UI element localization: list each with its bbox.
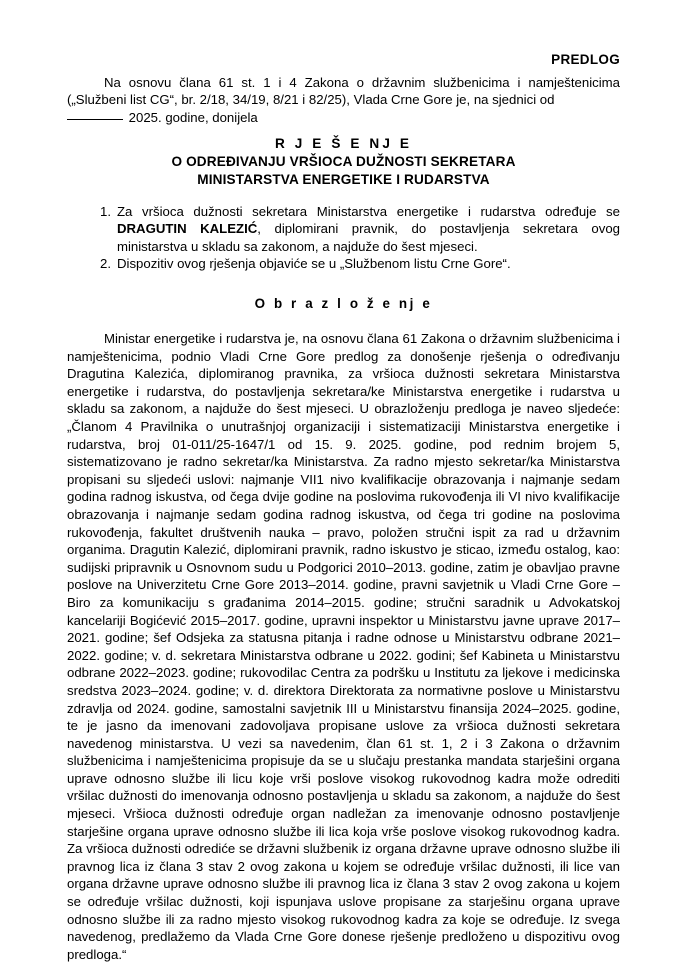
explanation-body: Ministar energetike i rudarstva je, na osnovu člana 61 Zakona o državnim službenicima i namještenicima, podnio Vladi Crne Gore predlog za donošenje rješenja o određivanju Dragutina Kalezića, diplomiranog pravnika, za vršioca dužnosti sekretara Ministarstva energetike i rudarstva, do postavljenja sekretara/ke Ministarstva energetike i rudarstva u skladu sa zakonom, a najduže do šest mjeseci. U obrazloženju predloga je naveo sljedeće: „Članom 4 Pravilnika o unutrašnjoj organizaciji i sistematizaciji Ministarstva energetike i rudarstva, broj 01-011/25-1647/1 od 15. 9. 2025. godine, pod rednim brojem 5, sistematizovano je radno sekretar/ka Ministarstva. Za radno mjesto sekretar/ka Ministarstva propisani su sljedeći uslovi: najmanje VII1 nivo kvalifikacije obrazovanja i najmanje sedam godina radnog iskustva, od čega dvije godine na poslovima rukovođenja ili VI nivo kvalifikacije obrazovanja i najmanje sedam godina radnog iskustva, od čega tri godine na poslovima rukovođenja, fakultet društvenih nauka – pravo, položen stručni ispit za rad u državnim organima. Dragutin Kalezić, diplomirani pravnik, radno iskustvo je sticao, između ostalog, kao: sudijski pripravnik u Osnovnom sudu u Podgorici 2010–2013. godine, zatim je obavljao pravne poslove na Univerzitetu Crne Gore 2013–2014. godine, pravni savjetnik u Vladi Crne Gore – Biro za komunikaciju s građanima 2014–2015. godine; stručni saradnik u Advokatskoj kancelariji Bogićević 2015–2017. godine, upravni inspektor u Ministarstvu javne uprave 2017–2021. godine; šef Odsjeka za statusna pitanja i radne odnose u Ministarstvu odbrane 2021–2022. godine; v. d. sekretara Ministarstva odbrane u 2022. godini; šef Kabineta u Ministarstvu odbrane 2022–2023. godine; rukovodilac Centra za podršku u Institutu za ljekove i medicinska sredstva 2023–2024. godine; v. d. direktora Direktorata za normativne poslove u Ministarstvu zdravlja od 2024. godine, samostalni savjetnik III u Ministarstvu finansija 2024–2025. godine, te je jasno da imenovani zadovoljava propisane uslove za vršioca dužnosti sekretara navedenog ministarstva. U vezi sa navedenim, član 61 st. 1, 2 i 3 Zakona o državnim službenicima i namještenicima propisuje da se u slučaju prestanka mandata starješini organa uprave odnosno službe ili licu koje vrši poslove visokog rukovodnog kadra može odrediti vršilac dužnosti do imenovanja odnosno postavljenja u skladu sa zakonom, a najduže do šest mjeseci. Vršioca dužnosti određuje organ nadležan za imenovanje odnosno postavljenje starješine organa uprave odnosno službe ili lica koja vrše poslove visokog rukovodnog kadra. Za vršioca dužnosti odrediće se državni službenik iz organa državne uprave odnosno službe ili pravnog lica iz člana 3 stav 2 ovog zakona u kojem se određuje vršilac dužnosti, ili lice van organa državne uprave odnosno službe ili pravnog lica iz člana 3 stav 2 ovog zakona u kojem se određuje vršilac dužnosti, koji ispunjava uslove propisane za starješinu organa uprave odnosno službe ili za radno mjesto visokog rukovodnog kadra za koje se određuje. Iz svega navedenog, predlažemo da Vlada Crne Gore donese rješenje predloženo u dispozitivu ovog predloga.“ xyxy=(67,331,620,962)
intro-text-before-blank: Na osnovu člana 61 st. 1 i 4 Zakona o državnim službenicima i namještenicima („Službeni list CG“, br. 2/18, 34/19, 8/21 i 82/25), Vlada Crne Gore je, na sjednici od xyxy=(67,74,620,108)
item-1-text-before-name: Za vršioca dužnosti sekretara Ministarstva energetike i rudarstva određuje se xyxy=(117,203,620,219)
document-subtitle-line-1: O ODREĐIVANJU VRŠIOCA DUŽNOSTI SEKRETARA xyxy=(171,153,516,169)
document-subtitle-line-2: MINISTARSTVA ENERGETIKE I RUDARSTVA xyxy=(197,171,490,187)
list-item xyxy=(95,203,620,256)
item-2-text: Dispozitiv ovog rješenja objaviće se u „Službenom listu Crne Gore“. xyxy=(117,256,511,272)
dispositive-list xyxy=(67,203,620,273)
document-title: R J E Š E NJ E xyxy=(274,135,413,151)
predlog-label: PREDLOG xyxy=(551,52,620,67)
appointee-name: DRAGUTIN KALEZIĆ xyxy=(117,221,258,237)
list-item xyxy=(95,255,620,273)
intro-text-after-blank: 2025. godine, donijela xyxy=(128,110,258,126)
explanation-heading: O b r a z l o ž e nj e xyxy=(254,296,433,312)
title-block xyxy=(67,134,620,189)
blank-date-rule xyxy=(67,119,123,120)
intro-paragraph xyxy=(67,74,620,127)
item-1-text-after-name: , diplomirani pravnik, do postavljenja sekretara ovog ministarstva u skladu sa zakonom, a najduže do šest mjeseci. xyxy=(117,221,620,254)
